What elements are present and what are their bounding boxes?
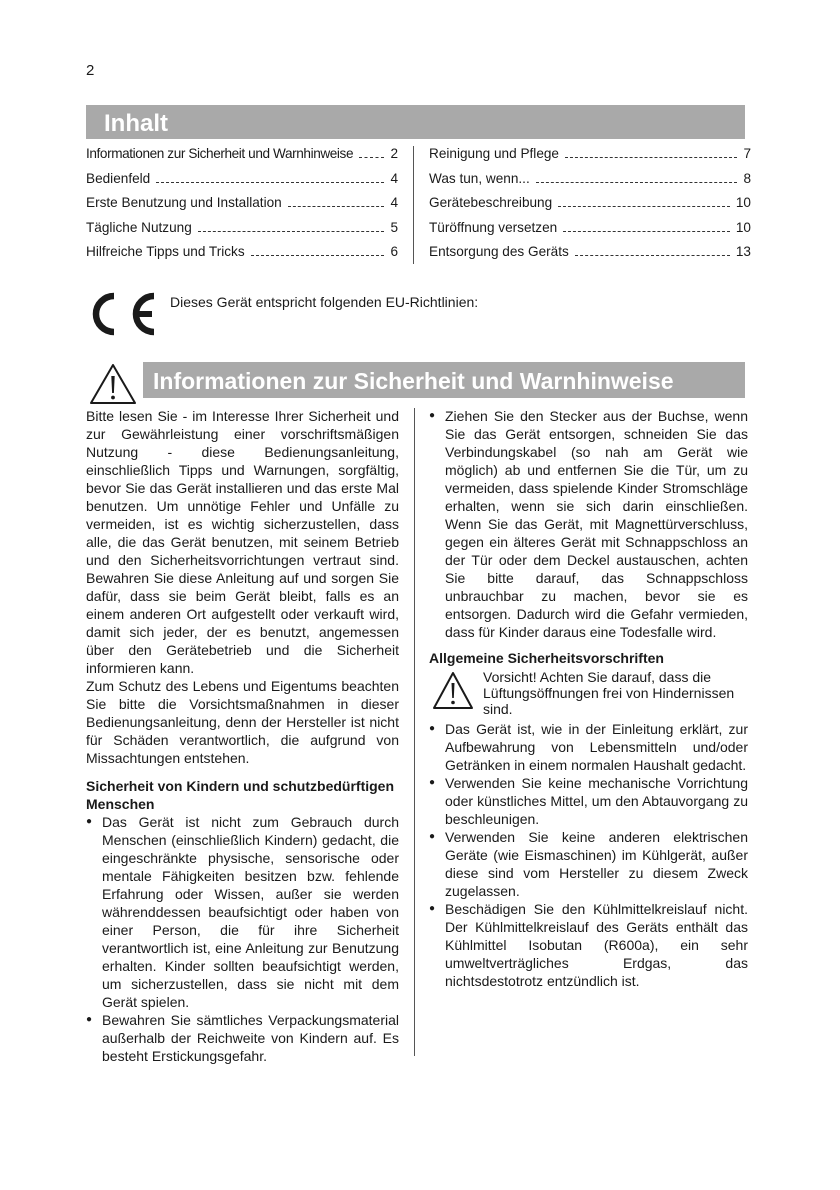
children-safety-heading: Sicherheit von Kindern und schutzbedürftigen Menschen — [86, 778, 395, 812]
caution-note — [429, 669, 748, 717]
toc-entry-title: Reinigung und Pflege — [429, 146, 559, 161]
bullet-item: ● Bewahren Sie sämtliches Verpackungsmaterial außerhalb der Reichweite von Kindern auf. Es besteht Erstickungsgefahr. — [86, 1011, 399, 1065]
intro-paragraph-2: Zum Schutz des Lebens und Eigentums beachten Sie bitte die Vorsichtsmaßnahmen in dieser Bedienungsanleitung, denn der Hersteller ist nicht für Schäden verantwortlich, die aufgrund von Missachtungen entstehen. — [86, 678, 399, 766]
right-text-column — [429, 407, 748, 990]
toc-entry-page: 4 — [390, 195, 398, 210]
toc-entry-title: Bedienfeld — [86, 170, 151, 186]
toc-entry[interactable] — [86, 244, 398, 269]
toc-leader — [575, 255, 730, 256]
toc-entry-page: 2 — [390, 146, 398, 161]
toc-entry-page: 10 — [735, 219, 751, 235]
toc-entry[interactable] — [429, 244, 751, 269]
toc-entry-page: 4 — [390, 170, 398, 186]
toc-leader — [198, 231, 385, 232]
left-text-column — [86, 407, 399, 1065]
toc-entry-title: Informationen zur Sicherheit und Warnhinweise — [86, 146, 354, 161]
toc-entry-page: 8 — [743, 170, 751, 186]
column-divider — [414, 408, 415, 1056]
caution-triangle-icon — [432, 671, 474, 711]
toc-entry[interactable] — [429, 220, 751, 245]
toc-entry-page: 5 — [390, 219, 398, 235]
warning-triangle-icon — [88, 362, 138, 406]
ce-statement: Dieses Gerät entspricht folgenden EU-Richtlinien: — [170, 294, 479, 310]
toc-leader — [359, 157, 384, 158]
toc-leader — [536, 182, 738, 183]
toc-title: Inhalt — [86, 105, 745, 139]
toc-entry-title: Was tun, wenn... — [429, 170, 530, 186]
toc-leader — [558, 206, 730, 207]
toc-entry-page: 13 — [735, 244, 751, 259]
toc-right-column — [429, 146, 751, 269]
toc-entry-page: 7 — [743, 146, 751, 161]
bullet-item: ● Das Gerät ist, wie in der Einleitung erklärt, zur Aufbewahrung von Lebensmitteln und/oder Getränken in einem normalen Haushalt gedacht. — [429, 720, 748, 774]
toc-entry-page: 10 — [735, 195, 751, 210]
toc-leader — [288, 206, 385, 207]
ce-mark-icon — [84, 290, 158, 338]
toc-entry[interactable] — [86, 195, 398, 220]
toc-entry[interactable] — [86, 146, 398, 171]
toc-divider — [413, 146, 414, 264]
toc-entry[interactable] — [429, 146, 751, 171]
toc-leader — [251, 255, 385, 256]
bullet-item: ● Das Gerät ist nicht zum Gebrauch durch Menschen (einschließlich Kindern) gedacht, die eingeschränkte physische, sensorische oder mentale Fähigkeiten besitzen bzw. fehlende Erfahrung oder Wissen, außer sie werden währenddessen beaufsichtigt oder haben von einer Person, die für ihre Sicherheit verantwortlich ist, eine Anleitung zur Benutzung erhalten. Kinder sollten beaufsichtigt werden, um sicherzustellen, dass sie nicht mit dem Gerät spielen. — [86, 813, 399, 1011]
page-number: 2 — [86, 62, 95, 79]
bullet-item: ● Beschädigen Sie den Kühlmittelkreislauf nicht. Der Kühlmittelkreislauf des Geräts enthält das Kühlmittel Isobutan (R600a), ein sehr umweltverträgliches Erdgas, das nichtsdestotrotz entzündlich ist. — [429, 900, 748, 990]
toc-entry-page: 6 — [390, 244, 398, 259]
toc-entry-title: Entsorgung des Geräts — [429, 244, 569, 259]
toc-entry[interactable] — [86, 220, 398, 245]
toc-entry[interactable] — [429, 171, 751, 196]
bullet-item: ● Verwenden Sie keine anderen elektrischen Geräte (wie Eismaschinen) im Kühlgerät, außer diese sind vom Hersteller zu diesem Zweck zugelassen. — [429, 828, 748, 900]
general-safety-heading: Allgemeine Sicherheitsvorschriften — [429, 650, 664, 666]
toc-leader — [156, 182, 384, 183]
toc-left-column — [86, 146, 398, 269]
caution-text: Vorsicht! Achten Sie darauf, dass die Lüftungsöffnungen frei von Hindernissen sind. — [483, 669, 735, 717]
toc-entry-title: Gerätebeschreibung — [429, 195, 553, 210]
toc-entry-title: Erste Benutzung und Installation — [86, 195, 282, 210]
toc-entry[interactable] — [86, 171, 398, 196]
toc-entry[interactable] — [429, 195, 751, 220]
section-title: Informationen zur Sicherheit und Warnhinweise — [143, 362, 745, 398]
intro-paragraph: Bitte lesen Sie - im Interesse Ihrer Sicherheit und zur Gewährleistung einer vorschriftsmäßigen Nutzung - diese Bedienungsanleitung, einschließlich Tipps und Warnungen, sorgfältig, bevor Sie das Gerät installieren und das erste Mal benutzen. Um unnötige Fehler und Unfälle zu vermeiden, ist es wichtig sicherzustellen, dass alle, die das Gerät benutzen, mit seinem Betrieb und den Sicherheitsvorrichtungen vertraut sind. Bewahren Sie diese Anleitung auf und sorgen Sie dafür, dass sie beim Gerät bleibt, falls es an einem anderen Ort aufgestellt oder verkauft wird, damit sich jeder, der es benutzt, angemessen über den Gerätebetrieb und die Sicherheit informieren kann. — [86, 408, 399, 676]
bullet-item: ● Verwenden Sie keine mechanische Vorrichtung oder künstliches Mittel, um den Abtauvorgang zu beschleunigen. — [429, 774, 748, 828]
toc-entry-title: Tägliche Nutzung — [86, 219, 192, 235]
toc-leader — [565, 157, 737, 158]
toc-entry-title: Hilfreiche Tipps und Tricks — [86, 244, 245, 259]
toc-entry-title: Türöffnung versetzen — [429, 219, 558, 235]
toc-leader — [563, 231, 730, 232]
bullet-item: ● Ziehen Sie den Stecker aus der Buchse, wenn Sie das Gerät entsorgen, schneiden Sie das Verbindungskabel (so nah am Gerät wie möglich) ab und entfernen Sie die Tür, um zu vermeiden, dass spielende Kinder Stromschläge erhalten, wenn sie sich darin einschließen. Wenn Sie das Gerät, mit Magnettürverschluss, gegen ein älteres Gerät mit Schnappschloss an der Tür oder dem Deckel austauschen, achten Sie bitte darauf, das Schnappschloss unbrauchbar zu machen, bevor sie es entsorgen. Dadurch wird die Gefahr vermieden, dass für Kinder daraus eine Todesfalle wird. — [429, 407, 748, 641]
